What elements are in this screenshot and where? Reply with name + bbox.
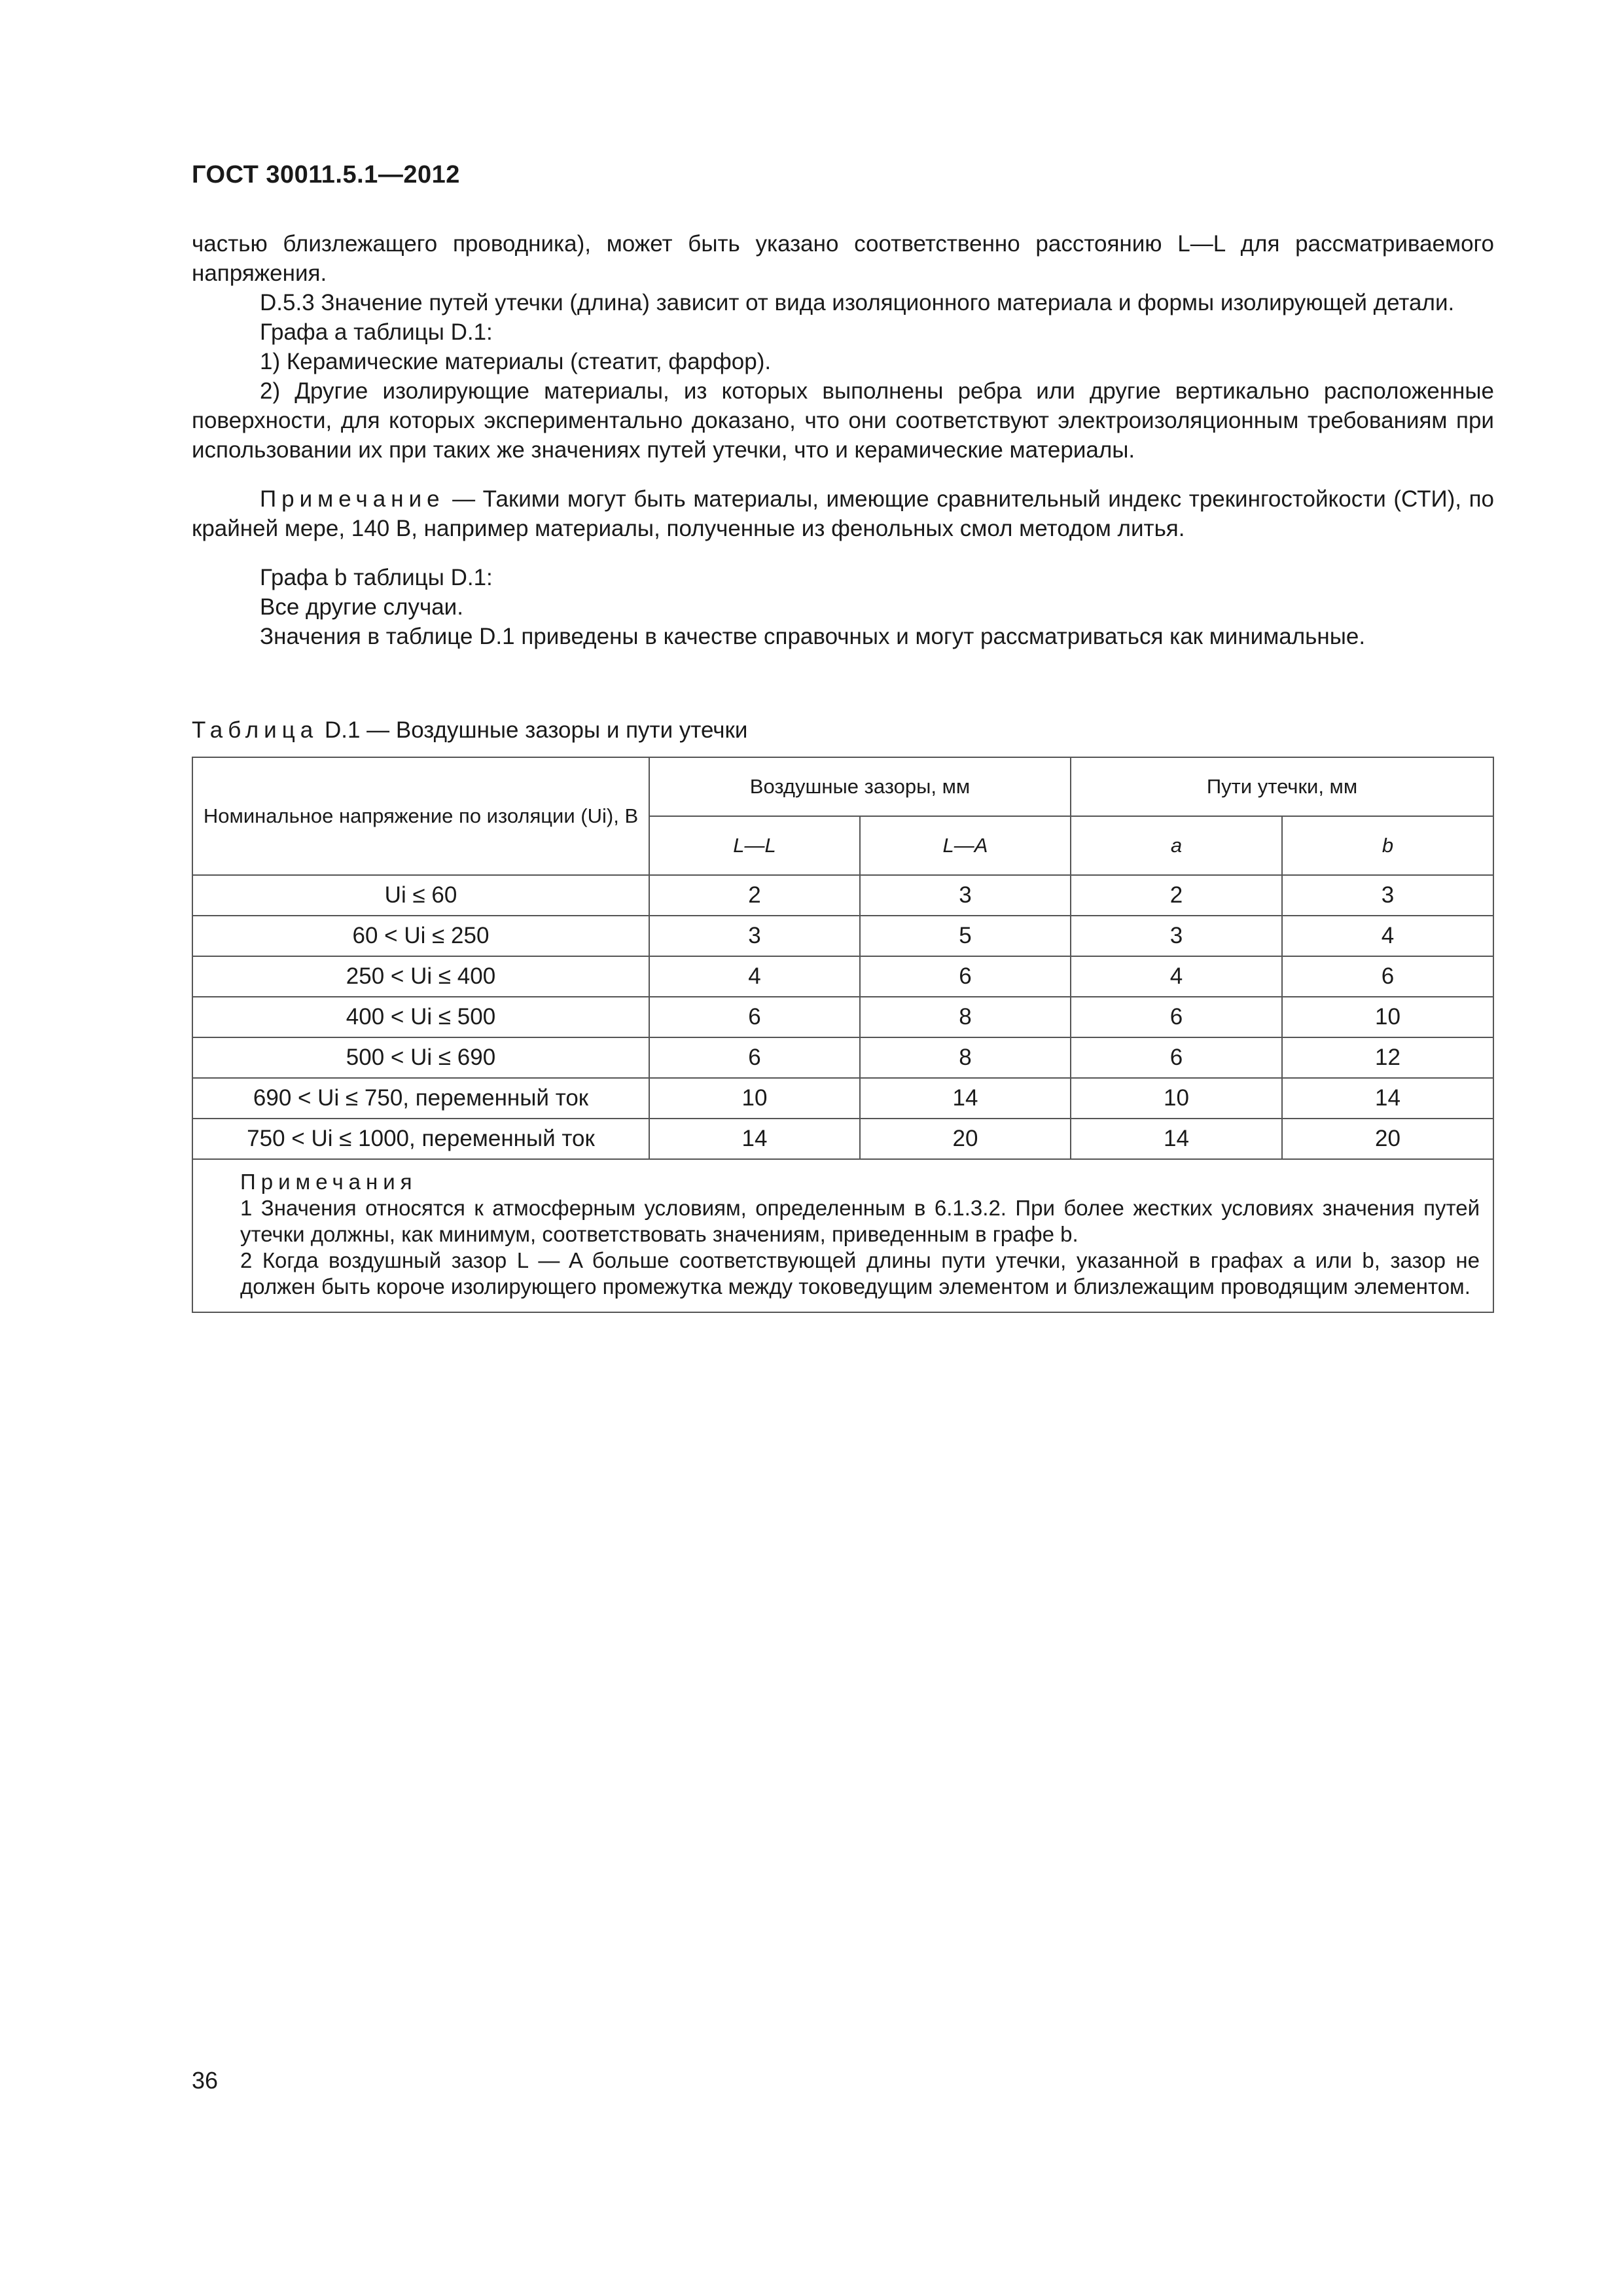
cell-la: 14 [860, 1078, 1071, 1119]
cell-voltage: 690 < Ui ≤ 750, переменный ток [192, 1078, 649, 1119]
table-row [192, 875, 1493, 916]
header-air-gaps: Воздушные зазоры, мм [649, 757, 1071, 816]
table-row [192, 1037, 1493, 1078]
subheader-ll: L—L [649, 816, 860, 875]
cell-la: 3 [860, 875, 1071, 916]
cell-a: 10 [1071, 1078, 1282, 1119]
paragraph-continuation: частью близлежащего проводника), может быть указано соответственно расстоянию L—L для рассматриваемого напряжения. [192, 231, 1494, 286]
table-row [192, 1078, 1493, 1119]
cell-a: 4 [1071, 956, 1282, 997]
body-text [192, 229, 1494, 651]
subheader-a: a [1071, 816, 1282, 875]
cell-ll: 6 [649, 997, 860, 1037]
cell-voltage: 500 < Ui ≤ 690 [192, 1037, 649, 1078]
table-caption-text: D.1 — Воздушные зазоры и пути утечки [318, 717, 748, 743]
table-row [192, 1119, 1493, 1159]
note-label: Примечание [260, 486, 445, 512]
table-row [192, 916, 1493, 956]
table-header-row [192, 757, 1493, 816]
cell-ll: 2 [649, 875, 860, 916]
table-row [192, 956, 1493, 997]
cell-ll: 14 [649, 1119, 860, 1159]
paragraph-item-2: 2) Другие изолирующие материалы, из которых выполнены ребра или другие вертикально расположенные поверхности, для которых экспериментально доказано, что они соответствуют электроизоляционным требованиям при использовании их при таких же значениях путей утечки, что и керамические материалы. [192, 378, 1494, 463]
table-caption-label: Таблица [192, 717, 319, 743]
table-notes [192, 1159, 1493, 1312]
header-voltage: Номинальное напряжение по изоляции (Ui), В [192, 757, 649, 875]
subheader-la: L—A [860, 816, 1071, 875]
cell-la: 8 [860, 997, 1071, 1037]
cell-ll: 4 [649, 956, 860, 997]
paragraph-d53: D.5.3 Значение путей утечки (длина) зависит от вида изоляционного материала и формы изолирующей детали. [260, 290, 1455, 315]
cell-b: 6 [1282, 956, 1493, 997]
cell-ll: 10 [649, 1078, 860, 1119]
table-row [192, 997, 1493, 1037]
paragraph-reference-values: Значения в таблице D.1 приведены в качестве справочных и могут рассматриваться как минимальные. [260, 624, 1366, 649]
cell-la: 6 [860, 956, 1071, 997]
cell-b: 4 [1282, 916, 1493, 956]
note-paragraph [192, 484, 1494, 543]
page-number: 36 [192, 2067, 219, 2094]
header-creepage: Пути утечки, мм [1071, 757, 1493, 816]
subheader-b: b [1282, 816, 1493, 875]
note-2: 2 Когда воздушный зазор L — A больше соответствующей длины пути утечки, указанной в графах a или b, зазор не должен быть короче изолирующего промежутка между токоведущим элементом и близлежащим проводящим элементом. [240, 1248, 1480, 1299]
cell-b: 10 [1282, 997, 1493, 1037]
cell-voltage: 60 < Ui ≤ 250 [192, 916, 649, 956]
cell-a: 3 [1071, 916, 1282, 956]
cell-b: 3 [1282, 875, 1493, 916]
note-1: 1 Значения относятся к атмосферным условиям, определенным в 6.1.3.2. При более жестких условиях значения путей утечки должны, как минимум, соответствовать значениям, приведенным в графе b. [240, 1196, 1480, 1246]
cell-ll: 3 [649, 916, 860, 956]
cell-voltage: Ui ≤ 60 [192, 875, 649, 916]
cell-la: 20 [860, 1119, 1071, 1159]
paragraph-item-1: 1) Керамические материалы (стеатит, фарфор). [260, 349, 772, 374]
paragraph-column-a: Графа a таблицы D.1: [260, 319, 493, 345]
cell-la: 8 [860, 1037, 1071, 1078]
clearance-table [192, 757, 1494, 1313]
table-notes-row [192, 1159, 1493, 1312]
note-text: — Такими могут быть материалы, имеющие сравнительный индекс трекингостойкости (СТИ), по крайней мере, 140 В, например материалы, полученные из фенольных смол методом литья. [192, 486, 1494, 541]
cell-a: 6 [1071, 1037, 1282, 1078]
cell-voltage: 250 < Ui ≤ 400 [192, 956, 649, 997]
cell-la: 5 [860, 916, 1071, 956]
cell-b: 20 [1282, 1119, 1493, 1159]
cell-a: 6 [1071, 997, 1282, 1037]
notes-title: Примечания [240, 1170, 418, 1194]
cell-a: 2 [1071, 875, 1282, 916]
paragraph-other-cases: Все другие случаи. [260, 594, 463, 620]
table-caption [192, 715, 747, 745]
cell-b: 14 [1282, 1078, 1493, 1119]
cell-voltage: 750 < Ui ≤ 1000, переменный ток [192, 1119, 649, 1159]
cell-a: 14 [1071, 1119, 1282, 1159]
cell-b: 12 [1282, 1037, 1493, 1078]
document-header: ГОСТ 30011.5.1—2012 [192, 161, 460, 188]
cell-ll: 6 [649, 1037, 860, 1078]
paragraph-column-b: Графа b таблицы D.1: [260, 565, 493, 590]
cell-voltage: 400 < Ui ≤ 500 [192, 997, 649, 1037]
